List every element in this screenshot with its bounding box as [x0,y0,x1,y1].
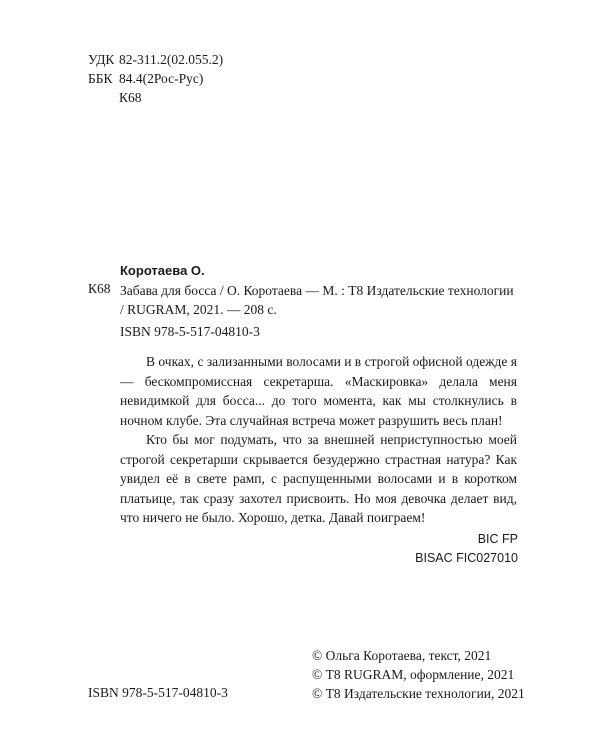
isbn-main: ISBN 978-5-517-04810-3 [120,324,260,339]
copyright-block [312,646,525,703]
udk-row [88,50,223,69]
udk-value: 82-311.2(02.055.2) [119,52,224,67]
author-heading: Коротаева О. [120,263,205,278]
author-sign-row [88,88,142,107]
annotation-paragraph-2: Кто бы мог подумать, что за внешней неприступностью моей строгой секретарши скрывается безудержно страстная натура? Как увидел её в свете рамп, с распущенными волосами и в коротком платьице, так сразу захотел присвоить. Но моя девочка делает вид, что ничего не было. Хорошо, детка. Давай поиграем! [120,432,517,525]
bbk-value: 84.4(2Рос-Рус) [119,71,204,86]
copyright-line: © Т8 RUGRAM, оформление, 2021 [312,667,515,682]
author-code: К68 [88,281,111,296]
annotation [120,352,517,528]
udk-label: УДК [88,52,115,67]
isbn-bottom: ISBN 978-5-517-04810-3 [88,685,228,700]
author-sign: К68 [119,90,142,105]
bisac-code: BISAC FIC027010 [415,551,518,565]
bic-code: BIC FP [477,532,518,546]
annotation-paragraph-1: В очках, с зализанными волосами и в строгой офисной одежде я — бескомпромиссная секретарша. «Маскировка» делала меня невидимкой для босса... до того момента, как мы столкнулись в ночном клубе. Эта случайная встреча может разрушить весь план! [120,354,517,428]
bibliographic-description: Забава для босса / О. Коротаева — М. : Т8 Издательские технологии / RUGRAM, 2021. — 208 с. [120,283,514,317]
bbk-row [88,69,203,88]
bbk-label: ББК [88,71,113,86]
copyright-line: © Ольга Коротаева, текст, 2021 [312,648,492,663]
subject-codes [415,530,518,568]
copyright-line: © Т8 Издательские технологии, 2021 [312,686,525,701]
